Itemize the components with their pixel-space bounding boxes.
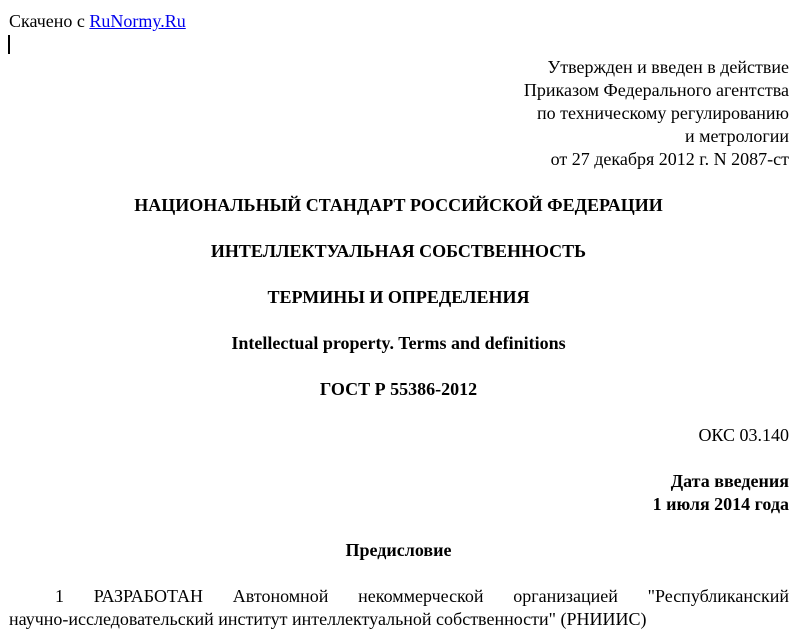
approval-line: от 27 декабря 2012 г. N 2087-ст: [550, 149, 789, 169]
introduction-label: Дата введения: [670, 471, 789, 491]
subject-heading: ИНТЕЛЛЕКТУАЛЬНАЯ СОБСТВЕННОСТЬ: [210, 241, 587, 261]
subtitle-heading: ТЕРМИНЫ И ОПРЕДЕЛЕНИЯ: [267, 287, 530, 307]
approval-block: [524, 56, 789, 171]
introduction-date: 1 июля 2014 года: [652, 494, 789, 514]
preface-item-1-line-2: научно-исследовательский институт интеллектуальной собственности" (РНИИИС): [9, 609, 647, 629]
standard-code: ГОСТ Р 55386-2012: [319, 379, 478, 399]
approval-line: Приказом Федерального агентства: [523, 80, 789, 100]
download-source-line: [9, 10, 186, 33]
download-prefix: Скачено с: [9, 11, 90, 31]
approval-line: по техническому регулированию: [536, 103, 789, 123]
text-cursor: [8, 35, 10, 54]
english-title: Intellectual property. Terms and definitions: [231, 333, 566, 353]
approval-line: и метрологии: [685, 126, 789, 146]
preface-item-1-line-1: 1 РАЗРАБОТАН Автономной некоммерческой организацией "Республиканский: [55, 586, 789, 606]
oks-code: ОКС 03.140: [698, 425, 789, 445]
standard-type-heading: НАЦИОНАЛЬНЫЙ СТАНДАРТ РОССИЙСКОЙ ФЕДЕРАЦИИ: [134, 195, 663, 215]
source-link[interactable]: RuNormy.Ru: [89, 11, 186, 31]
preface-heading: Предисловие: [345, 540, 452, 560]
approval-line: Утвержден и введен в действие: [547, 57, 789, 77]
